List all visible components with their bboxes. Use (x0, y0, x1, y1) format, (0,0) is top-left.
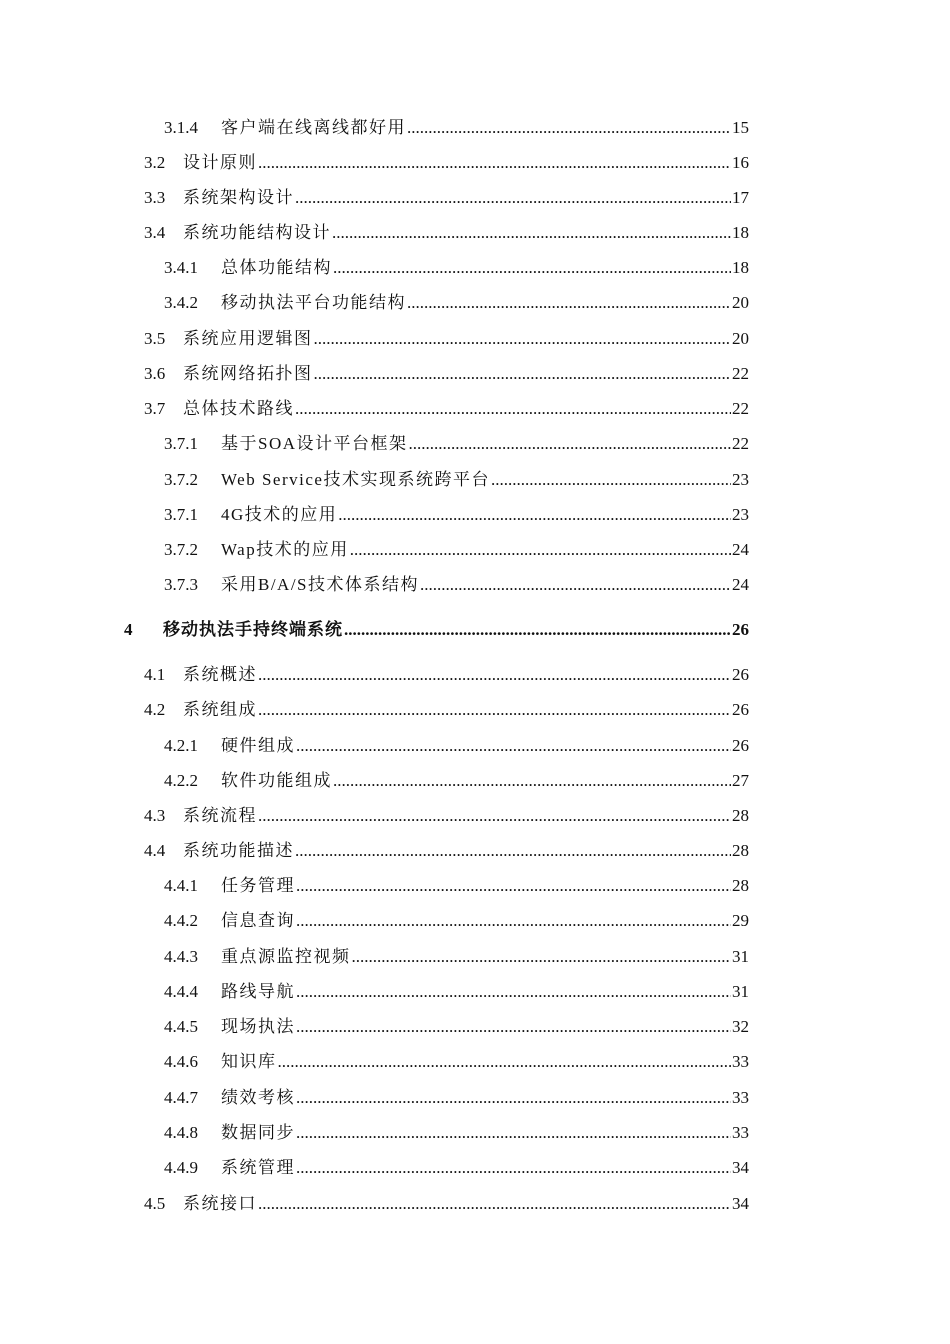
toc-chapter-entry[interactable] (124, 619, 749, 641)
toc-dot-leader (296, 910, 731, 932)
toc-entry[interactable] (144, 699, 749, 721)
toc-entry-number: 4.4.7 (164, 1088, 198, 1107)
toc-entry[interactable] (144, 152, 749, 174)
toc-entry-number: 3.3 (144, 188, 166, 207)
toc-entry-page: 16 (732, 153, 749, 172)
toc-entry-number: 4.4.6 (164, 1052, 198, 1071)
toc-entry-title: 任务管理 (221, 876, 295, 895)
toc-entry-title: 系统网络拓扑图 (183, 364, 313, 383)
toc-entry-title: 移动执法手持终端系统 (163, 620, 343, 639)
toc-entry-page: 26 (732, 620, 749, 639)
toc-entry-page: 23 (732, 505, 749, 524)
toc-entry-number: 3.1.4 (164, 118, 198, 137)
toc-dot-leader (409, 433, 731, 455)
toc-entry-number: 4.4.8 (164, 1123, 198, 1142)
toc-entry-page: 17 (732, 188, 749, 207)
toc-entry-page: 22 (732, 434, 749, 453)
toc-entry-title: 系统流程 (183, 806, 257, 825)
toc-entry-page: 34 (732, 1158, 749, 1177)
toc-entry-page: 23 (732, 470, 749, 489)
toc-entry[interactable] (164, 735, 749, 757)
toc-entry-title: 系统组成 (183, 700, 257, 719)
toc-entry-title: 总体技术路线 (183, 399, 294, 418)
toc-entry-number: 4 (124, 620, 133, 639)
toc-entry-page: 26 (732, 665, 749, 684)
toc-entry-number: 3.7.1 (164, 434, 198, 453)
toc-entry-number: 4.4.2 (164, 911, 198, 930)
toc-entry-title: Wap技术的应用 (221, 540, 349, 559)
toc-entry[interactable] (144, 363, 749, 385)
toc-dot-leader (296, 1122, 731, 1144)
toc-entry-title: 基于SOA设计平台框架 (221, 434, 408, 453)
toc-entry-number: 4.2 (144, 700, 166, 719)
toc-entry-number: 3.6 (144, 364, 166, 383)
toc-dot-leader (258, 699, 731, 721)
toc-dot-leader (420, 574, 731, 596)
toc-entry[interactable] (164, 1016, 749, 1038)
toc-entry-page: 31 (732, 947, 749, 966)
toc-entry-page: 34 (732, 1194, 749, 1213)
toc-entry-title: 路线导航 (221, 982, 295, 1001)
toc-entry-number: 4.4 (144, 841, 166, 860)
toc-entry[interactable] (164, 770, 749, 792)
toc-entry[interactable] (144, 840, 749, 862)
toc-dot-leader (258, 805, 731, 827)
toc-dot-leader (296, 1016, 731, 1038)
toc-entry[interactable] (164, 946, 749, 968)
toc-entry[interactable] (164, 1087, 749, 1109)
toc-entry[interactable] (164, 433, 749, 455)
toc-entry-title: 信息查询 (221, 911, 295, 930)
toc-entry-number: 4.2.2 (164, 771, 198, 790)
toc-entry-page: 31 (732, 982, 749, 1001)
toc-entry-page: 22 (732, 364, 749, 383)
toc-entry-title: 绩效考核 (221, 1088, 295, 1107)
toc-entry[interactable] (164, 504, 749, 526)
toc-entry-title: 移动执法平台功能结构 (221, 293, 406, 312)
toc-dot-leader (338, 504, 731, 526)
toc-entry-title: 4G技术的应用 (221, 505, 338, 524)
toc-dot-leader (296, 981, 731, 1003)
toc-dot-leader (296, 735, 731, 757)
toc-entry-page: 27 (732, 771, 749, 790)
toc-dot-leader (333, 257, 731, 279)
toc-entry-number: 3.7 (144, 399, 166, 418)
toc-entry[interactable] (164, 469, 749, 491)
toc-entry-number: 3.4 (144, 223, 166, 242)
toc-entry-page: 26 (732, 736, 749, 755)
toc-entry[interactable] (164, 574, 749, 596)
toc-entry-number: 3.5 (144, 329, 166, 348)
toc-entry[interactable] (144, 222, 749, 244)
toc-entry-number: 3.4.1 (164, 258, 198, 277)
toc-entry-title: Web Service技术实现系统跨平台 (221, 470, 490, 489)
toc-entry-page: 20 (732, 329, 749, 348)
toc-entry-page: 29 (732, 911, 749, 930)
toc-dot-leader (350, 539, 731, 561)
toc-dot-leader (258, 152, 731, 174)
toc-entry[interactable] (144, 328, 749, 350)
toc-entry[interactable] (164, 292, 749, 314)
toc-entry-title: 系统接口 (183, 1194, 257, 1213)
toc-entry-title: 客户端在线离线都好用 (221, 118, 406, 137)
toc-entry-number: 4.4.1 (164, 876, 198, 895)
toc-entry-number: 3.7.3 (164, 575, 198, 594)
toc-dot-leader (314, 363, 732, 385)
toc-entry-title: 硬件组成 (221, 736, 295, 755)
toc-entry-number: 3.2 (144, 153, 166, 172)
toc-entry[interactable] (164, 257, 749, 279)
toc-dot-leader (295, 840, 731, 862)
toc-entry-page: 15 (732, 118, 749, 137)
toc-entry[interactable] (164, 1122, 749, 1144)
toc-dot-leader (344, 619, 731, 641)
toc-entry-page: 20 (732, 293, 749, 312)
toc-dot-leader (407, 292, 731, 314)
toc-entry-title: 数据同步 (221, 1123, 295, 1142)
toc-entry-title: 设计原则 (183, 153, 257, 172)
toc-dot-leader (407, 117, 731, 139)
toc-entry-number: 4.4.5 (164, 1017, 198, 1036)
toc-entry[interactable] (144, 664, 749, 686)
toc-dot-leader (333, 770, 731, 792)
toc-entry-number: 3.7.2 (164, 540, 198, 559)
toc-dot-leader (258, 664, 731, 686)
toc-entry-number: 3.7.1 (164, 505, 198, 524)
toc-entry[interactable] (144, 805, 749, 827)
toc-entry-title: 系统功能结构设计 (183, 223, 331, 242)
toc-entry-title: 系统功能描述 (183, 841, 294, 860)
toc-dot-leader (314, 328, 732, 350)
toc-dot-leader (332, 222, 731, 244)
toc-dot-leader (491, 469, 731, 491)
toc-entry[interactable] (164, 1157, 749, 1179)
toc-entry-page: 32 (732, 1017, 749, 1036)
toc-entry-page: 26 (732, 700, 749, 719)
toc-dot-leader (258, 1193, 731, 1215)
toc-entry-title: 软件功能组成 (221, 771, 332, 790)
toc-entry-number: 4.1 (144, 665, 166, 684)
toc-entry-number: 4.3 (144, 806, 166, 825)
toc-entry[interactable] (164, 981, 749, 1003)
toc-entry-page: 28 (732, 841, 749, 860)
toc-entry-number: 4.2.1 (164, 736, 198, 755)
toc-entry-title: 系统管理 (221, 1158, 295, 1177)
toc-dot-leader (296, 1157, 731, 1179)
toc-dot-leader (296, 875, 731, 897)
toc-entry-page: 22 (732, 399, 749, 418)
toc-entry[interactable] (144, 1193, 749, 1215)
toc-entry[interactable] (144, 398, 749, 420)
toc-entry-page: 28 (732, 876, 749, 895)
toc-entry-page: 33 (732, 1052, 749, 1071)
toc-entry-number: 4.5 (144, 1194, 166, 1213)
toc-entry[interactable] (164, 875, 749, 897)
toc-entry[interactable] (164, 1051, 749, 1073)
toc-dot-leader (295, 187, 731, 209)
toc-entry-title: 现场执法 (221, 1017, 295, 1036)
toc-entry-number: 4.4.4 (164, 982, 198, 1001)
toc-dot-leader (352, 946, 732, 968)
toc-entry-page: 24 (732, 540, 749, 559)
toc-entry[interactable] (164, 910, 749, 932)
toc-entry-title: 系统架构设计 (183, 188, 294, 207)
toc-entry-page: 33 (732, 1123, 749, 1142)
toc-entry-page: 33 (732, 1088, 749, 1107)
toc-entry-page: 18 (732, 223, 749, 242)
toc-entry-number: 4.4.3 (164, 947, 198, 966)
toc-entry-page: 28 (732, 806, 749, 825)
toc-entry-title: 采用B/A/S技术体系结构 (221, 575, 420, 594)
toc-entry[interactable] (164, 539, 749, 561)
toc-entry-title: 知识库 (221, 1052, 277, 1071)
toc-entry-page: 18 (732, 258, 749, 277)
toc-dot-leader (296, 1087, 731, 1109)
toc-entry-number: 3.7.2 (164, 470, 198, 489)
toc-entry-title: 系统应用逻辑图 (183, 329, 313, 348)
toc-dot-leader (295, 398, 731, 420)
toc-entry[interactable] (144, 187, 749, 209)
toc-entry-page: 24 (732, 575, 749, 594)
toc-entry-number: 3.4.2 (164, 293, 198, 312)
toc-entry-number: 4.4.9 (164, 1158, 198, 1177)
toc-entry-title: 系统概述 (183, 665, 257, 684)
toc-entry-title: 总体功能结构 (221, 258, 332, 277)
toc-entry-title: 重点源监控视频 (221, 947, 351, 966)
toc-dot-leader (278, 1051, 732, 1073)
toc-entry[interactable] (164, 117, 749, 139)
